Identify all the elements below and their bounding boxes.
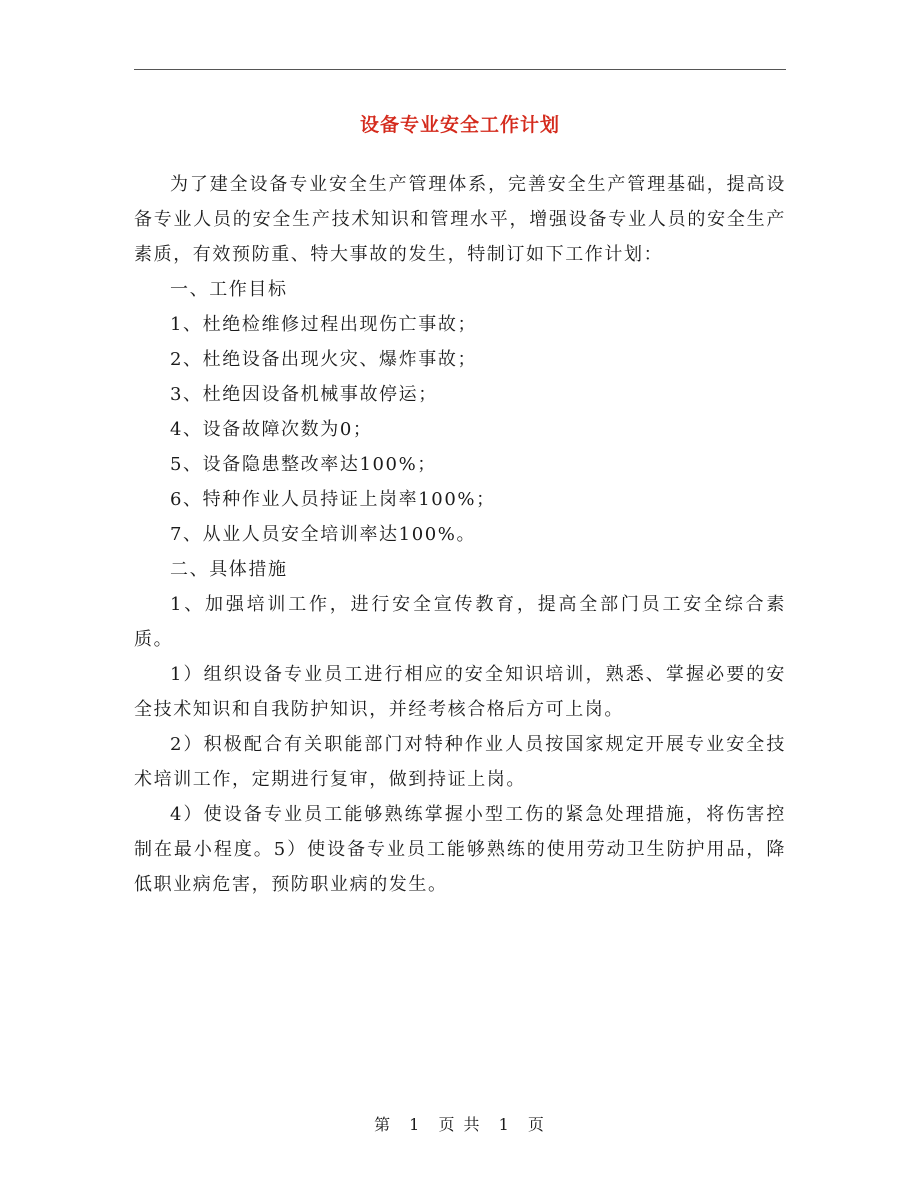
document-body <box>134 167 786 902</box>
footer-middle: 页 共 <box>438 1115 482 1134</box>
footer-suffix: 页 <box>527 1115 546 1134</box>
goal-item: 2、杜绝设备出现火灾、爆炸事故； <box>170 349 478 370</box>
measure-subitem: 1）组织设备专业员工进行相应的安全知识培训，熟悉、掌握必要的安全技术知识和自我防护知识，并经考核合格后方可上岗。 <box>134 664 786 720</box>
goal-item: 5、设备隐患整改率达100%； <box>170 454 437 475</box>
footer-page-total: 1 <box>498 1115 511 1134</box>
document-title: 设备专业安全工作计划 <box>359 114 560 136</box>
goal-item: 7、从业人员安全培训率达100%。 <box>170 524 477 545</box>
page-footer <box>134 1114 786 1136</box>
intro-paragraph: 为了建全设备专业安全生产管理体系，完善安全生产管理基础，提高设备专业人员的安全生产技术知识和管理水平，增强设备专业人员的安全生产素质，有效预防重、特大事故的发生，特制订如下工作计划： <box>134 174 786 265</box>
goal-item: 4、设备故障次数为0； <box>170 419 373 440</box>
goal-item: 1、杜绝检维修过程出现伤亡事故； <box>170 314 478 335</box>
footer-prefix: 第 <box>374 1115 393 1134</box>
measure-subitem: 4）使设备专业员工能够熟练掌握小型工伤的紧急处理措施，将伤害控制在最小程度。5）使设备专业员工能够熟练的使用劳动卫生防护用品，降低职业病危害，预防职业病的发生。 <box>134 804 786 895</box>
header-rule <box>134 69 786 70</box>
measure-item: 1、加强培训工作，进行安全宣传教育，提高全部门员工安全综合素质。 <box>134 594 786 650</box>
goal-item: 3、杜绝因设备机械事故停运； <box>170 384 438 405</box>
measure-subitem: 2）积极配合有关职能部门对特种作业人员按国家规定开展专业安全技术培训工作，定期进行复审，做到持证上岗。 <box>134 734 786 790</box>
footer-page-number: 1 <box>409 1115 422 1134</box>
section-heading-measures: 二、具体措施 <box>170 559 288 580</box>
goal-item: 6、特种作业人员持证上岗率100%； <box>170 489 496 510</box>
section-heading-goals: 一、工作目标 <box>170 279 288 300</box>
